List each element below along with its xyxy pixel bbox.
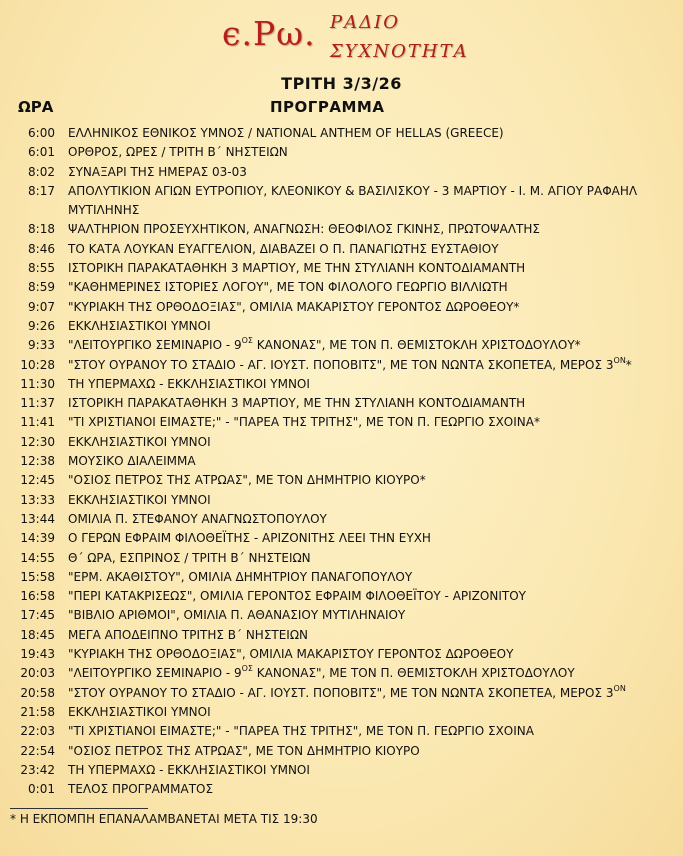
schedule-program [68, 626, 658, 645]
schedule-program [68, 182, 658, 221]
program-text: "ΟΣΙΟΣ ΠΕΤΡΟΣ ΤΗΣ ΑΤΡΩΑΣ", ΜΕ ΤΟΝ ΔΗΜΗΤΡΙΟ ΚΙΟΥΡΟ* [68, 473, 426, 488]
program-text: Θ΄ ΩΡΑ, ΕΣΠΡΙΝΟΣ / ΤΡΙΤΗ Β΄ ΝΗΣΤΕΙΩΝ [68, 550, 311, 565]
program-text: ΙΣΤΟΡΙΚΗ ΠΑΡΑΚΑΤΑΘΗΚΗ 3 ΜΑΡΤΙΟΥ, ΜΕ ΤΗΝ ΣΤΥΛΙΑΝΗ ΚΟΝΤΟΔΙΑΜΑΝΤΗ [68, 261, 526, 276]
schedule-program [68, 240, 658, 259]
schedule-program [68, 336, 658, 355]
schedule-program [68, 220, 658, 239]
schedule-time: 12:45 [20, 473, 55, 488]
program-text: ΤΗ ΥΠΕΡΜΑΧΩ - ΕΚΚΛΗΣΙΑΣΤΙΚΟΙ ΥΜΝΟΙ [68, 376, 310, 391]
schedule-row [0, 626, 683, 645]
schedule-program [68, 356, 658, 375]
schedule-program [68, 124, 658, 143]
schedule-program [68, 742, 658, 761]
program-text: ΕΚΚΛΗΣΙΑΣΤΙΚΟΙ ΥΜΝΟΙ [68, 434, 211, 449]
program-text: ΤΕΛΟΣ ΠΡΟΓΡΑΜΜΑΤΟΣ [68, 782, 214, 797]
logo-line-frequency: ΣΥΧΝΟΤΗΤΑ [330, 41, 469, 62]
program-superscript: ΟΣ [241, 664, 253, 674]
program-text-after: * [625, 357, 632, 372]
program-superscript: ΟΣ [241, 336, 253, 346]
program-text: ΣΥΝΑΞΑΡΙ ΤΗΣ ΗΜΕΡΑΣ 03-03 [68, 164, 247, 179]
schedule-row [0, 182, 683, 221]
schedule-time: 12:30 [20, 434, 55, 449]
station-logo-mark: є.Ρω. [222, 14, 316, 53]
program-text: "ΒΙΒΛΙΟ ΑΡΙΘΜΟΙ", ΟΜΙΛΙΑ Π. ΑΘΑΝΑΣΙΟΥ ΜΥΤΙΛΗΝΑΙΟΥ [68, 608, 406, 623]
program-text: "ΚΥΡΙΑΚΗ ΤΗΣ ΟΡΘΟΔΟΞΙΑΣ", ΟΜΙΛΙΑ ΜΑΚΑΡΙΣΤΟΥ ΓΕΡΟΝΤΟΣ ΔΩΡΟΘΕΟΥ* [68, 299, 520, 314]
schedule-time: 11:41 [20, 415, 55, 430]
schedule-program [68, 143, 658, 162]
program-text: ΨΑΛΤΗΡΙΟΝ ΠΡΟΣΕΥΧΗΤΙΚΟΝ, ΑΝΑΓΝΩΣΗ: ΘΕΟΦΙΛΟΣ ΓΚΙΝΗΣ, ΠΡΩΤΟΨΑΛΤΗΣ [68, 222, 540, 237]
schedule-row [0, 587, 683, 606]
schedule-row [0, 220, 683, 239]
schedule-program [68, 413, 658, 432]
program-text: ΙΣΤΟΡΙΚΗ ΠΑΡΑΚΑΤΑΘΗΚΗ 3 ΜΑΡΤΙΟΥ, ΜΕ ΤΗΝ ΣΤΥΛΙΑΝΗ ΚΟΝΤΟΔΙΑΜΑΝΤΗ [68, 396, 526, 411]
program-text: Ο ΓΕΡΩΝ ΕΦΡΑΙΜ ΦΙΛΟΘΕΪΤΗΣ - ΑΡΙΖΟΝΙΤΗΣ ΛΕΕΙ ΤΗΝ ΕΥΧΗ [68, 531, 431, 546]
schedule-program [68, 163, 658, 182]
program-text-after: ΚΑΝΟΝΑΣ", ΜΕ ΤΟΝ Π. ΘΕΜΙΣΤΟΚΛΗ ΧΡΙΣΤΟΔΟΥΛΟΥ [252, 666, 575, 681]
schedule-row [0, 259, 683, 278]
schedule-list [0, 124, 683, 799]
schedule-time: 14:55 [20, 550, 55, 565]
schedule-time: 23:42 [20, 762, 55, 777]
schedule-time: 11:30 [20, 376, 55, 391]
schedule-time: 16:58 [20, 589, 55, 604]
column-header-program: ΠΡΟΓΡΑΜΜΑ [270, 98, 385, 116]
program-text: "ΛΕΙΤΟΥΡΓΙΚΟ ΣΕΜΙΝΑΡΙΟ - 9 [68, 666, 242, 681]
schedule-program [68, 587, 658, 606]
schedule-program [68, 761, 658, 780]
schedule-time: 10:28 [20, 357, 55, 372]
schedule-row [0, 703, 683, 722]
schedule-time: 21:58 [20, 704, 55, 719]
schedule-program [68, 394, 658, 413]
schedule-program [68, 568, 658, 587]
schedule-program [68, 510, 658, 529]
schedule-program [68, 780, 658, 799]
schedule-program [68, 491, 658, 510]
schedule-row [0, 780, 683, 799]
program-text: ΤΗ ΥΠΕΡΜΑΧΩ - ΕΚΚΛΗΣΙΑΣΤΙΚΟΙ ΥΜΝΟΙ [68, 762, 310, 777]
schedule-time: 8:17 [28, 183, 55, 198]
schedule-time: 0:01 [28, 782, 55, 797]
schedule-time: 8:46 [28, 241, 55, 256]
schedule-row [0, 163, 683, 182]
program-text: "ΣΤΟΥ ΟΥΡΑΝΟΥ ΤΟ ΣΤΑΔΙΟ - ΑΓ. ΙΟΥΣΤ. ΠΟΠΟΒΙΤΣ", ΜΕ ΤΟΝ ΝΩΝΤΑ ΣΚΟΠΕΤΕΑ, ΜΕΡΟΣ 3 [68, 357, 614, 372]
schedule-program [68, 433, 658, 452]
schedule-row [0, 356, 683, 375]
logo-line-radio: ΡΑΔΙΟ [330, 12, 400, 33]
schedule-program [68, 703, 658, 722]
schedule-row [0, 452, 683, 471]
page-title-date: ΤΡΙΤΗ 3/3/26 [281, 74, 402, 93]
schedule-row [0, 761, 683, 780]
schedule-time: 8:02 [28, 164, 55, 179]
program-text: "ΤΙ ΧΡΙΣΤΙΑΝΟΙ ΕΙΜΑΣΤΕ;" - "ΠΑΡΕΑ ΤΗΣ ΤΡΙΤΗΣ", ΜΕ ΤΟΝ Π. ΓΕΩΡΓΙΟ ΣΧΟΙΝΑ* [68, 415, 540, 430]
program-text-after: ΚΑΝΟΝΑΣ", ΜΕ ΤΟΝ Π. ΘΕΜΙΣΤΟΚΛΗ ΧΡΙΣΤΟΔΟΥΛΟΥ* [252, 338, 581, 353]
program-text: ΑΠΟΛΥΤΙΚΙΟΝ ΑΓΙΩΝ ΕΥΤΡΟΠΙΟΥ, ΚΛΕΟΝΙΚΟΥ & ΒΑΣΙΛΙΣΚΟΥ - 3 ΜΑΡΤΙΟΥ - Ι. Μ. ΑΓΙΟΥ ΡΑΦΑΗΛ ΜΥΤΙΛΗΝΗΣ [68, 183, 638, 218]
station-logo-text [330, 8, 470, 66]
program-text: "ΠΕΡΙ ΚΑΤΑΚΡΙΣΕΩΣ", ΟΜΙΛΙΑ ΓΕΡΟΝΤΟΣ ΕΦΡΑΙΜ ΦΙΛΟΘΕΪΤΟΥ - ΑΡΙΖΟΝΙΤΟΥ [68, 589, 526, 604]
schedule-row [0, 143, 683, 162]
schedule-program [68, 529, 658, 548]
schedule-program [68, 452, 658, 471]
footnote: * Η ΕΚΠΟΜΠΗ ΕΠΑΝΑΛΑΜΒΑΝΕΤΑΙ ΜΕΤΑ ΤΙΣ 19:30 [10, 812, 318, 826]
schedule-time: 17:45 [20, 608, 55, 623]
schedule-time: 22:54 [20, 743, 55, 758]
schedule-time: 9:07 [28, 299, 55, 314]
schedule-program [68, 259, 658, 278]
schedule-time: 9:33 [28, 338, 55, 353]
program-text: ΕΛΛΗΝΙΚΟΣ ΕΘΝΙΚΟΣ ΥΜΝΟΣ / NATIONAL ANTHEM OF HELLAS (GREECE) [68, 126, 504, 140]
schedule-row [0, 124, 683, 143]
program-text: ΕΚΚΛΗΣΙΑΣΤΙΚΟΙ ΥΜΝΟΙ [68, 318, 211, 333]
schedule-time: 19:43 [20, 647, 55, 662]
schedule-row [0, 471, 683, 490]
schedule-row [0, 568, 683, 587]
program-text: "ΚΑΘΗΜΕΡΙΝΕΣ ΙΣΤΟΡΙΕΣ ΛΟΓΟΥ", ΜΕ ΤΟΝ ΦΙΛΟΛΟΓΟ ΓΕΩΡΓΙΟ ΒΙΛΛΙΩΤΗ [68, 280, 508, 295]
schedule-row [0, 394, 683, 413]
schedule-time: 8:18 [28, 222, 55, 237]
schedule-time: 12:38 [20, 454, 55, 469]
schedule-program [68, 606, 658, 625]
schedule-row [0, 722, 683, 741]
footnote-divider [10, 808, 148, 809]
schedule-row [0, 606, 683, 625]
schedule-row [0, 278, 683, 297]
program-superscript: ΟΝ [613, 683, 626, 693]
schedule-time: 14:39 [20, 531, 55, 546]
schedule-time: 8:55 [28, 261, 55, 276]
program-text: ΕΚΚΛΗΣΙΑΣΤΙΚΟΙ ΥΜΝΟΙ [68, 492, 211, 507]
schedule-row [0, 240, 683, 259]
program-text: ΟΜΙΛΙΑ Π. ΣΤΕΦΑΝΟΥ ΑΝΑΓΝΩΣΤΟΠΟΥΛΟΥ [68, 511, 327, 526]
column-header-time: ΩΡΑ [18, 98, 54, 116]
schedule-row [0, 375, 683, 394]
schedule-row [0, 645, 683, 664]
schedule-program [68, 664, 658, 683]
schedule-row [0, 413, 683, 432]
schedule-program [68, 278, 658, 297]
program-text: "ΟΣΙΟΣ ΠΕΤΡΟΣ ΤΗΣ ΑΤΡΩΑΣ", ΜΕ ΤΟΝ ΔΗΜΗΤΡΙΟ ΚΙΟΥΡΟ [68, 743, 420, 758]
schedule-program [68, 471, 658, 490]
schedule-program [68, 298, 658, 317]
program-text: "ΕΡΜ. ΑΚΑΘΙΣΤΟΥ", ΟΜΙΛΙΑ ΔΗΜΗΤΡΙΟΥ ΠΑΝΑΓΟΠΟΥΛΟΥ [68, 569, 413, 584]
program-text: ΟΡΘΡΟΣ, ΩΡΕΣ / ΤΡΙΤΗ Β΄ ΝΗΣΤΕΙΩΝ [68, 145, 288, 160]
schedule-time: 20:58 [20, 685, 55, 700]
schedule-time: 18:45 [20, 627, 55, 642]
schedule-row [0, 742, 683, 761]
schedule-time: 8:59 [28, 280, 55, 295]
schedule-time: 15:58 [20, 569, 55, 584]
program-text: ΤΟ ΚΑΤΑ ΛΟΥΚΑΝ ΕΥΑΓΓΕΛΙΟΝ, ΔΙΑΒΑΖΕΙ Ο Π. ΠΑΝΑΓΙΩΤΗΣ ΕΥΣΤΑΘΙΟΥ [68, 241, 499, 256]
schedule-row [0, 317, 683, 336]
program-text: "ΚΥΡΙΑΚΗ ΤΗΣ ΟΡΘΟΔΟΞΙΑΣ", ΟΜΙΛΙΑ ΜΑΚΑΡΙΣΤΟΥ ΓΕΡΟΝΤΟΣ ΔΩΡΟΘΕΟΥ [68, 647, 514, 662]
schedule-program [68, 645, 658, 664]
schedule-time: 13:44 [20, 511, 55, 526]
schedule-time: 9:26 [28, 318, 55, 333]
schedule-program [68, 317, 658, 336]
program-text: ΜΕΓΑ ΑΠΟΔΕΙΠΝΟ ΤΡΙΤΗΣ Β΄ ΝΗΣΤΕΙΩΝ [68, 627, 308, 642]
schedule-program [68, 549, 658, 568]
schedule-row [0, 298, 683, 317]
schedule-program [68, 375, 658, 394]
schedule-time: 13:33 [20, 492, 55, 507]
schedule-row [0, 433, 683, 452]
schedule-program [68, 722, 658, 741]
schedule-row [0, 549, 683, 568]
program-text: ΕΚΚΛΗΣΙΑΣΤΙΚΟΙ ΥΜΝΟΙ [68, 704, 211, 719]
schedule-time: 6:01 [28, 145, 55, 160]
program-text: "ΣΤΟΥ ΟΥΡΑΝΟΥ ΤΟ ΣΤΑΔΙΟ - ΑΓ. ΙΟΥΣΤ. ΠΟΠΟΒΙΤΣ", ΜΕ ΤΟΝ ΝΩΝΤΑ ΣΚΟΠΕΤΕΑ, ΜΕΡΟΣ 3 [68, 685, 614, 700]
program-text: "ΛΕΙΤΟΥΡΓΙΚΟ ΣΕΜΙΝΑΡΙΟ - 9 [68, 338, 242, 353]
schedule-time: 6:00 [28, 126, 55, 140]
schedule-time: 20:03 [20, 666, 55, 681]
schedule-time: 11:37 [20, 396, 55, 411]
schedule-row [0, 510, 683, 529]
schedule-row [0, 529, 683, 548]
schedule-row [0, 664, 683, 683]
schedule-row [0, 491, 683, 510]
program-text: "ΤΙ ΧΡΙΣΤΙΑΝΟΙ ΕΙΜΑΣΤΕ;" - "ΠΑΡΕΑ ΤΗΣ ΤΡΙΤΗΣ", ΜΕ ΤΟΝ Π. ΓΕΩΡΓΙΟ ΣΧΟΙΝΑ [68, 724, 534, 739]
schedule-row [0, 684, 683, 703]
program-text: ΜΟΥΣΙΚΟ ΔΙΑΛΕΙΜΜΑ [68, 454, 196, 469]
program-superscript: ΟΝ [613, 355, 626, 365]
schedule-row [0, 336, 683, 355]
schedule-program [68, 684, 658, 703]
schedule-time: 22:03 [20, 724, 55, 739]
